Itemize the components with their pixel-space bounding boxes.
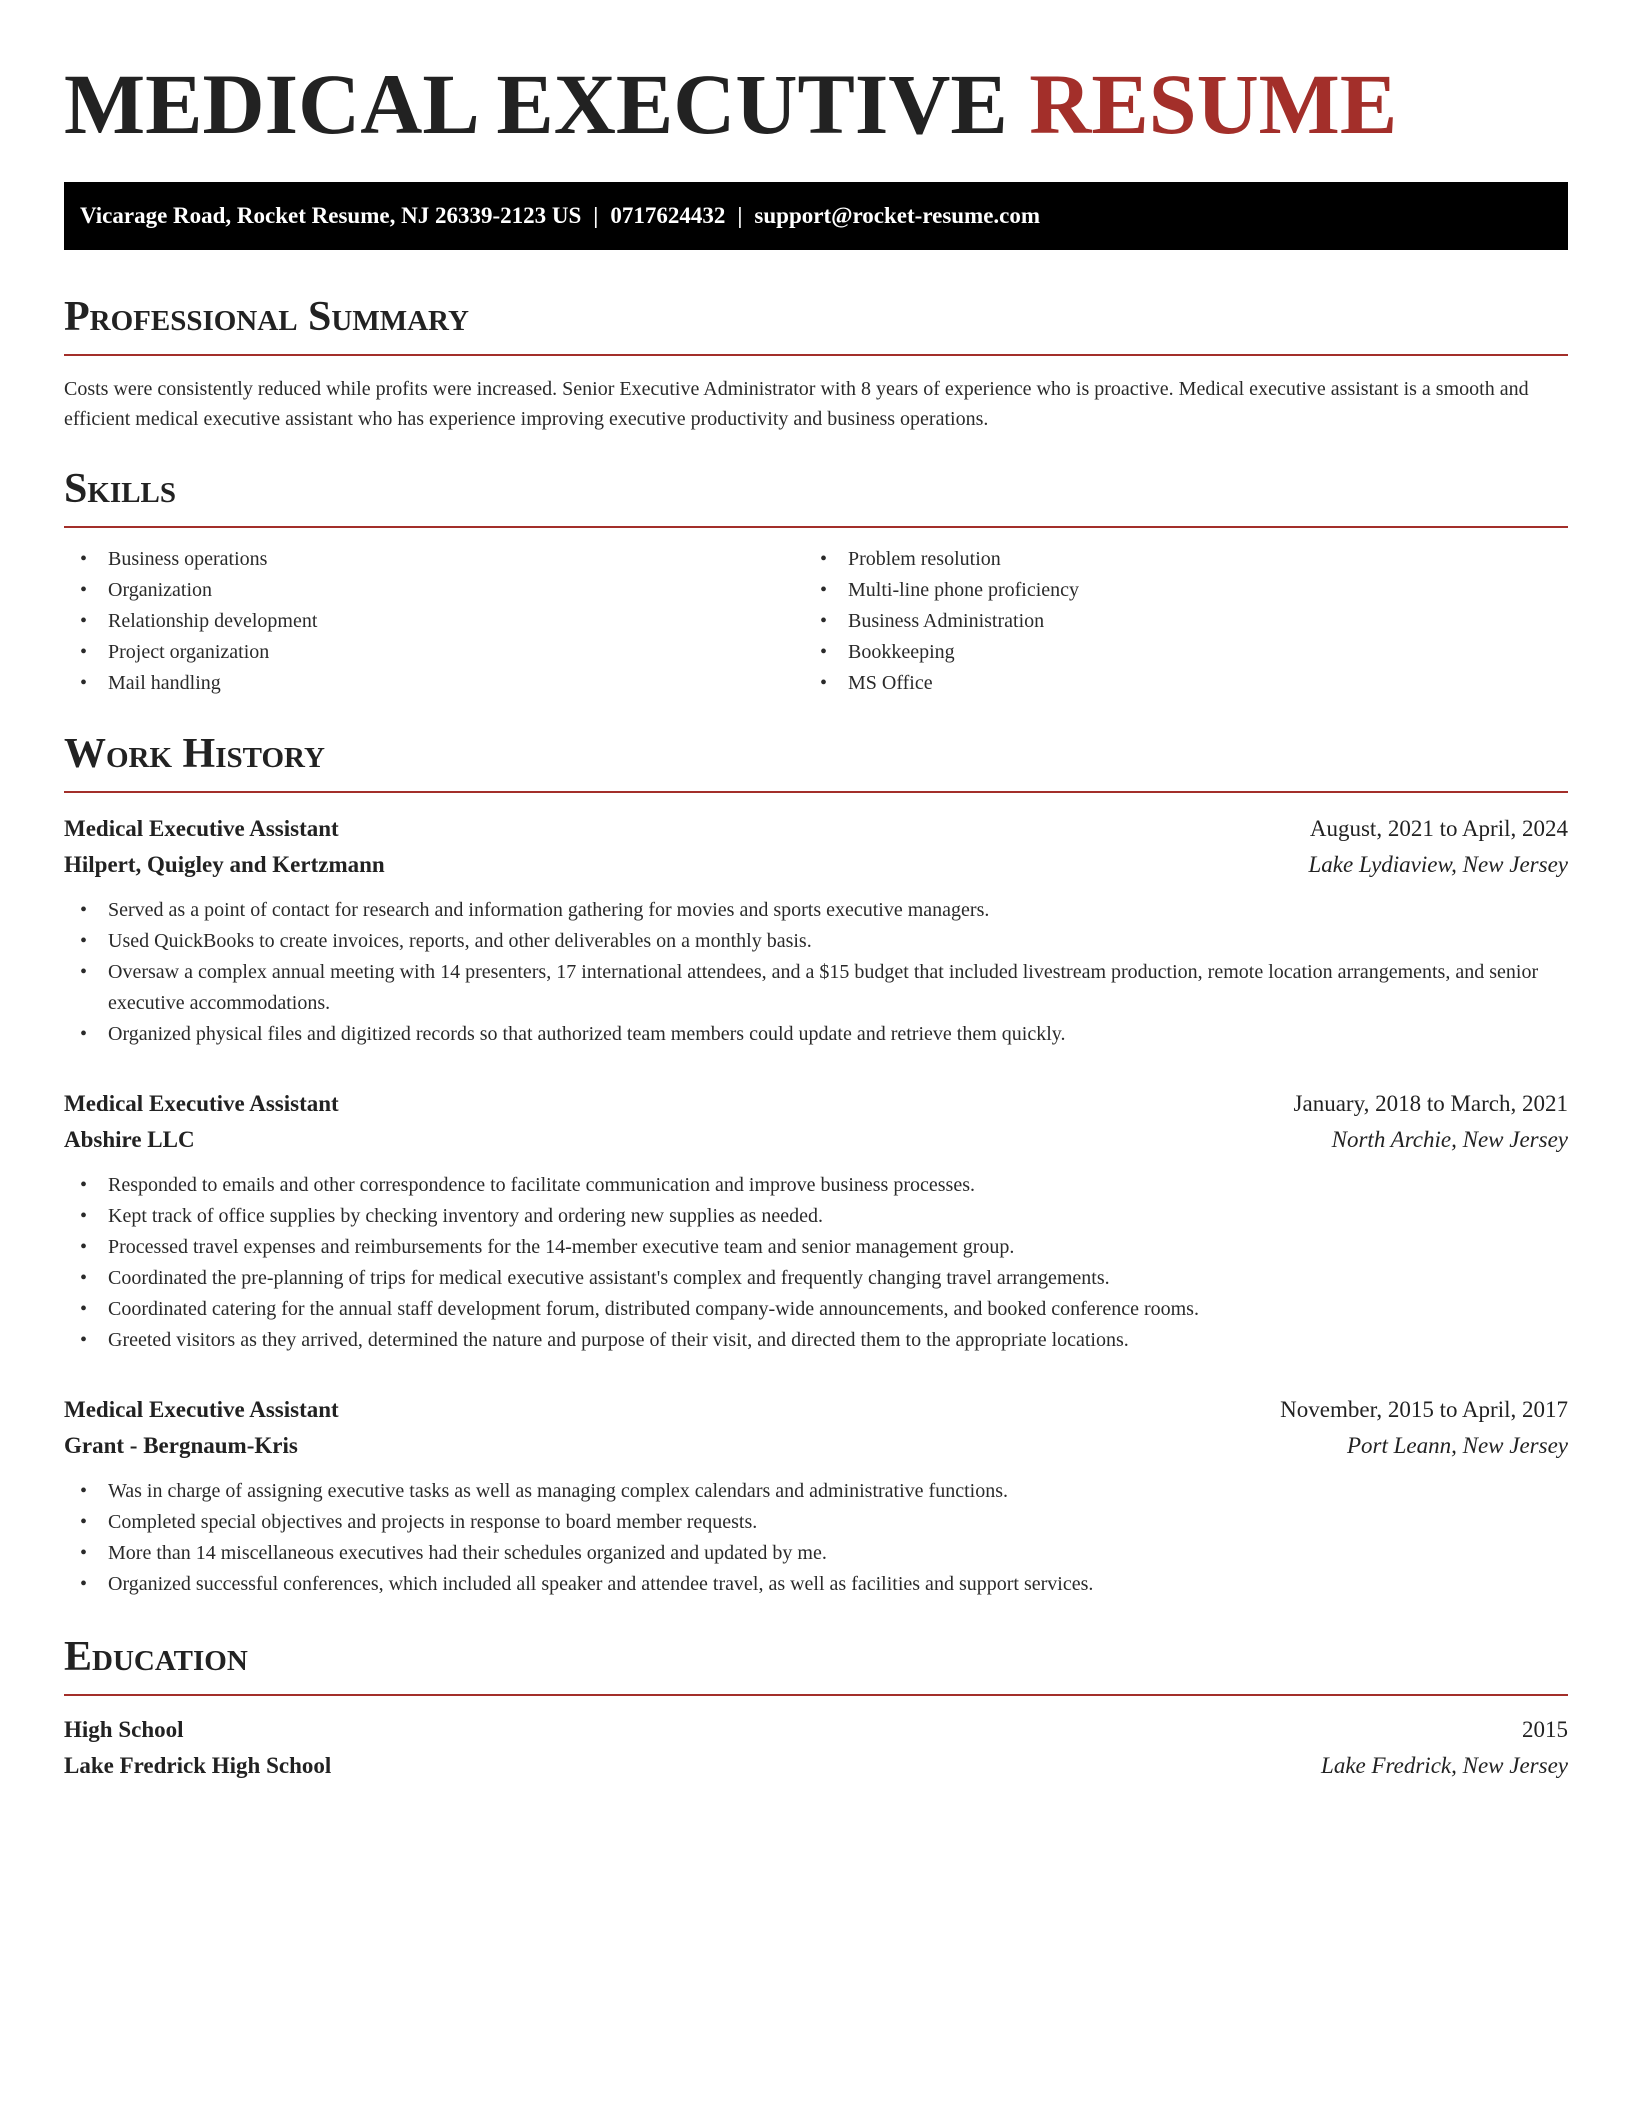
skill-item: • Relationship development (64, 606, 804, 637)
job-company: Hilpert, Quigley and Kertzmann (64, 852, 385, 877)
title-main: MEDICAL EXECUTIVE (64, 56, 1008, 152)
contact-address: Vicarage Road, Rocket Resume, NJ 26339-2123 US (80, 203, 582, 228)
summary-section (64, 294, 1568, 434)
job-entry (64, 1086, 1568, 1356)
section-divider (64, 354, 1568, 356)
job-bullet: • Coordinated catering for the annual staff development forum, distributed company-wide announcements, and booked conference rooms. (64, 1294, 1568, 1325)
job-bullet: • More than 14 miscellaneous executives had their schedules organized and updated by me. (64, 1538, 1568, 1569)
job-bullet: • Kept track of office supplies by checking inventory and ordering new supplies as needed. (64, 1201, 1568, 1232)
job-bullets (64, 895, 1568, 1050)
skill-item: • Problem resolution (804, 544, 1568, 575)
skills-heading: Skills (64, 466, 177, 512)
job-bullet: • Was in charge of assigning executive tasks as well as managing complex calendars and administrative functions. (64, 1476, 1568, 1507)
job-title: Medical Executive Assistant (64, 1091, 339, 1116)
skill-item: • Business operations (64, 544, 804, 575)
job-bullet: • Organized physical files and digitized records so that authorized team members could update and retrieve them quickly. (64, 1019, 1568, 1050)
contact-separator: | (737, 203, 743, 228)
job-location: North Archie, New Jersey (1331, 1127, 1568, 1152)
education-year: 2015 (1522, 1717, 1568, 1742)
skill-item: • Project organization (64, 637, 804, 668)
education-entry (64, 1712, 1568, 1784)
skill-item: • Bookkeeping (804, 637, 1568, 668)
job-company-row (64, 1428, 1568, 1464)
education-section (64, 1634, 1568, 1784)
section-divider (64, 526, 1568, 528)
contact-email: support@rocket-resume.com (754, 203, 1041, 228)
skills-section (64, 466, 1568, 699)
job-bullet: • Served as a point of contact for research and information gathering for movies and sports executive managers. (64, 895, 1568, 926)
section-divider (64, 791, 1568, 793)
contact-bar (64, 182, 1568, 250)
skills-list-left (64, 544, 804, 699)
skills-list-right (804, 544, 1568, 699)
contact-separator: | (593, 203, 599, 228)
skill-item: • MS Office (804, 668, 1568, 699)
skill-item: • Business Administration (804, 606, 1568, 637)
title-accent: RESUME (1029, 56, 1398, 152)
job-bullet: • Used QuickBooks to create invoices, reports, and other deliverables on a monthly basis. (64, 926, 1568, 957)
skills-grid (64, 544, 1568, 699)
education-degree-row (64, 1712, 1568, 1748)
job-bullet: • Coordinated the pre-planning of trips for medical executive assistant's complex and frequently changing travel arrangements. (64, 1263, 1568, 1294)
job-bullets (64, 1476, 1568, 1600)
section-divider (64, 1694, 1568, 1696)
job-bullet: • Organized successful conferences, which included all speaker and attendee travel, as well as facilities and support services. (64, 1569, 1568, 1600)
summary-text: Costs were consistently reduced while profits were increased. Senior Executive Administrator with 8 years of experience who is proactive. Medical executive assistant is a smooth and efficient medical executive assistant who has experience improving executive productivity and business operations. (64, 378, 1529, 430)
job-entry (64, 811, 1568, 1050)
job-entry (64, 1392, 1568, 1600)
job-bullet: • Greeted visitors as they arrived, determined the nature and purpose of their visit, and directed them to the appropriate locations. (64, 1325, 1568, 1356)
summary-heading: Professional Summary (64, 294, 469, 340)
education-heading: Education (64, 1634, 248, 1680)
job-location: Port Leann, New Jersey (1346, 1433, 1568, 1458)
job-company: Grant - Bergnaum-Kris (64, 1433, 298, 1458)
education-degree: High School (64, 1717, 184, 1742)
job-title-row (64, 1392, 1568, 1428)
job-dates: January, 2018 to March, 2021 (1293, 1091, 1568, 1116)
job-company-row (64, 847, 1568, 883)
job-bullets (64, 1170, 1568, 1356)
job-bullet: • Responded to emails and other correspondence to facilitate communication and improve business processes. (64, 1170, 1568, 1201)
skill-item: • Organization (64, 575, 804, 606)
job-dates: August, 2021 to April, 2024 (1309, 816, 1568, 841)
job-title: Medical Executive Assistant (64, 1397, 339, 1422)
contact-phone: 0717624432 (610, 203, 726, 228)
education-location: Lake Fredrick, New Jersey (1321, 1753, 1568, 1778)
job-bullet: • Oversaw a complex annual meeting with 14 presenters, 17 international attendees, and a $15 budget that included livestream production, remote location arrangements, and senior executive accommodations. (64, 957, 1568, 1019)
job-title-row (64, 811, 1568, 847)
education-school: Lake Fredrick High School (64, 1753, 332, 1778)
job-bullet: • Processed travel expenses and reimbursements for the 14-member executive team and senior management group. (64, 1232, 1568, 1263)
work-history-section (64, 731, 1568, 1600)
resume-title (64, 58, 1568, 150)
job-company: Abshire LLC (64, 1127, 195, 1152)
job-company-row (64, 1122, 1568, 1158)
education-school-row (64, 1748, 1568, 1784)
work-history-heading: Work History (64, 731, 325, 777)
job-dates: November, 2015 to April, 2017 (1280, 1397, 1568, 1422)
job-bullet: • Completed special objectives and projects in response to board member requests. (64, 1507, 1568, 1538)
job-location: Lake Lydiaview, New Jersey (1308, 852, 1568, 877)
job-title: Medical Executive Assistant (64, 816, 339, 841)
job-title-row (64, 1086, 1568, 1122)
skill-item: • Multi-line phone proficiency (804, 575, 1568, 606)
skill-item: • Mail handling (64, 668, 804, 699)
